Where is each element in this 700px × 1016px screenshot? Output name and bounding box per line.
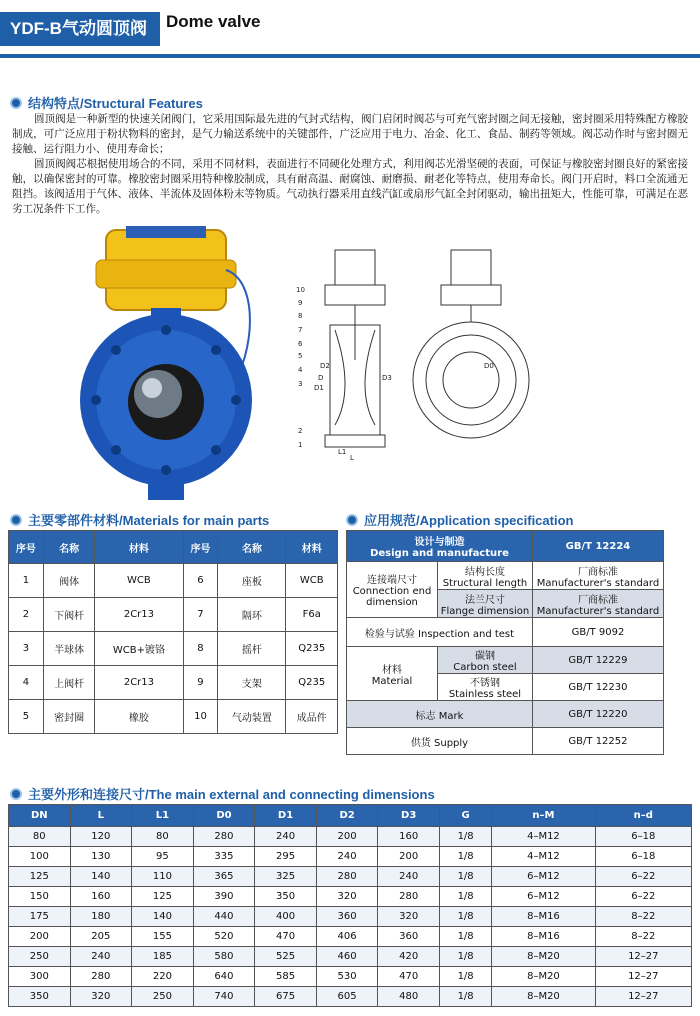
table-row: 175 180 140 440 400 360 320 1/8 8–M16 8–22	[9, 907, 692, 927]
inspect-label: 检验与试验 Inspection and test	[347, 618, 533, 647]
label-3: 3	[298, 380, 303, 388]
spec-table	[346, 530, 664, 755]
table-row: 200 205 155 520 470 406 360 1/8 8–M16 8–22	[9, 927, 692, 947]
header-divider	[0, 54, 700, 58]
stainless-label: 不锈钢 Stainless steel	[438, 674, 533, 701]
label-5: 5	[298, 352, 303, 360]
mark-label: 标志 Mark	[347, 701, 533, 728]
carbon-label: 碳钢 Carbon steel	[438, 647, 533, 674]
flange-label: 法兰尺寸 Flange dimension	[438, 590, 533, 618]
features-paragraph-1: 圆顶阀是一种新型的快速关闭阀门，它采用国际最先进的气封式结构，阀门启闭时阀芯与可充气密封圈之间无接触，密封圈采用特殊配方橡胶制成，可广泛应用于粉状物料的密封，是气力输送系统中的关键部件，广泛应用于电力、冶金、化工、食品、制药等领域。阀芯动作时与密封圈无接触、运行阻力小、使用寿命长；	[12, 113, 688, 155]
table-row: 300 280 220 640 585 530 470 1/8 8–M20 12–27	[9, 967, 692, 987]
features-heading: 结构特点/Structural Features	[10, 93, 203, 112]
label-d0: D0	[484, 362, 494, 370]
bullet-icon	[10, 514, 22, 526]
table-row: 1 阀体 WCB 6 座板 WCB	[9, 564, 338, 598]
product-code-tag: YDF-B气动圆顶阀	[0, 12, 160, 46]
front-view-drawing	[406, 240, 536, 465]
dimensions-table	[8, 804, 692, 1007]
label-7: 7	[298, 326, 303, 334]
bullet-icon	[346, 514, 358, 526]
dimensions-heading: 主要外形和连接尺寸/The main external and connecting dimensions	[10, 784, 435, 803]
spec-heading: 应用规范/Application specification	[346, 510, 573, 529]
label-d: D	[318, 374, 324, 382]
inspect-value: GB/T 9092	[532, 618, 663, 647]
label-1: 1	[298, 441, 303, 449]
table-row: 250 240 185 580 525 460 420 1/8 8–M20 12–27	[9, 947, 692, 967]
col-header: 序号	[183, 531, 218, 564]
materials-heading: 主要零部件材料/Materials for main parts	[10, 510, 269, 529]
label-4: 4	[298, 366, 303, 374]
col-header: 材料	[95, 531, 183, 564]
col-header: 序号	[9, 531, 44, 564]
table-row: 125 140 110 365 325 280 240 1/8 6–M12 6–22	[9, 867, 692, 887]
table-header-row: DN L L1 D0 D1 D2 D3 G n–M n–d	[9, 805, 692, 827]
table-row: 100 130 95 335 295 240 200 1/8 4–M12 6–18	[9, 847, 692, 867]
table-header-row	[9, 531, 338, 564]
carbon-value: GB/T 12229	[532, 647, 663, 674]
materials-table	[8, 530, 338, 734]
col-header: 名称	[43, 531, 94, 564]
valve-photo	[66, 220, 266, 505]
table-row: 3 半球体 WCB+镀铬 8 摇杆 Q235	[9, 632, 338, 666]
label-l1: L1	[338, 448, 347, 456]
label-8: 8	[298, 312, 303, 320]
product-title: Dome valve	[166, 12, 261, 31]
bullet-icon	[10, 97, 22, 109]
section-drawing	[290, 240, 410, 465]
design-label: 设计与制造 Design and manufacture	[347, 531, 533, 562]
table-row: 4 上阀杆 2Cr13 9 支架 Q235	[9, 666, 338, 700]
label-l: L	[350, 454, 354, 462]
features-paragraph-2: 圆顶阀阀芯根据使用场合的不同，采用不同材料，表面进行不同硬化处理方式，利用阀芯光滑坚硬的表面，可保证与橡胶密封圈良好的紧密接触，以确保密封的可靠。橡胶密封圈采用特种橡胶制成，具有耐高温、耐腐蚀、耐磨损、耐老化等特点，使用寿命长。阀门开启时，料口全流通无阻挡。该阀适用于气体、液体、半流体及固体粉末等物质。气动执行器采用直线汽缸或扇形气缸全封闭驱动，输出扭矩大，性能可靠，可满足在恶劣工况条件下工作。	[12, 158, 688, 215]
table-row: 350 320 250 740 675 605 480 1/8 8–M20 12–27	[9, 987, 692, 1007]
bullet-icon	[10, 788, 22, 800]
label-2: 2	[298, 427, 303, 435]
material-label: 材料 Material	[347, 647, 438, 701]
supply-label: 供货 Supply	[347, 728, 533, 755]
page-header	[0, 0, 700, 62]
flange-value: 厂商标准 Manufacturer's standard	[532, 590, 663, 618]
design-value: GB/T 12224	[532, 531, 663, 562]
stainless-value: GB/T 12230	[532, 674, 663, 701]
table-row: 150 160 125 390 350 320 280 1/8 6–M12 6–22	[9, 887, 692, 907]
mark-value: GB/T 12220	[532, 701, 663, 728]
label-10: 10	[296, 286, 305, 294]
supply-value: GB/T 12252	[532, 728, 663, 755]
label-d3: D3	[382, 374, 392, 382]
table-row: 2 下阀杆 2Cr13 7 隔环 F6a	[9, 598, 338, 632]
label-6: 6	[298, 340, 303, 348]
label-d2: D2	[320, 362, 330, 370]
label-d1: D1	[314, 384, 324, 392]
col-header: 名称	[218, 531, 286, 564]
table-row: 5 密封圈 橡胶 10 气动装置 成品件	[9, 700, 338, 734]
table-row: 80 120 80 280 240 200 160 1/8 4–M12 6–18	[9, 827, 692, 847]
struct-label: 结构长度 Structural length	[438, 562, 533, 590]
col-header: 材料	[286, 531, 338, 564]
label-9: 9	[298, 299, 303, 307]
conn-label: 连接端尺寸 Connection end dimension	[347, 562, 438, 618]
struct-value: 厂商标准 Manufacturer's standard	[532, 562, 663, 590]
